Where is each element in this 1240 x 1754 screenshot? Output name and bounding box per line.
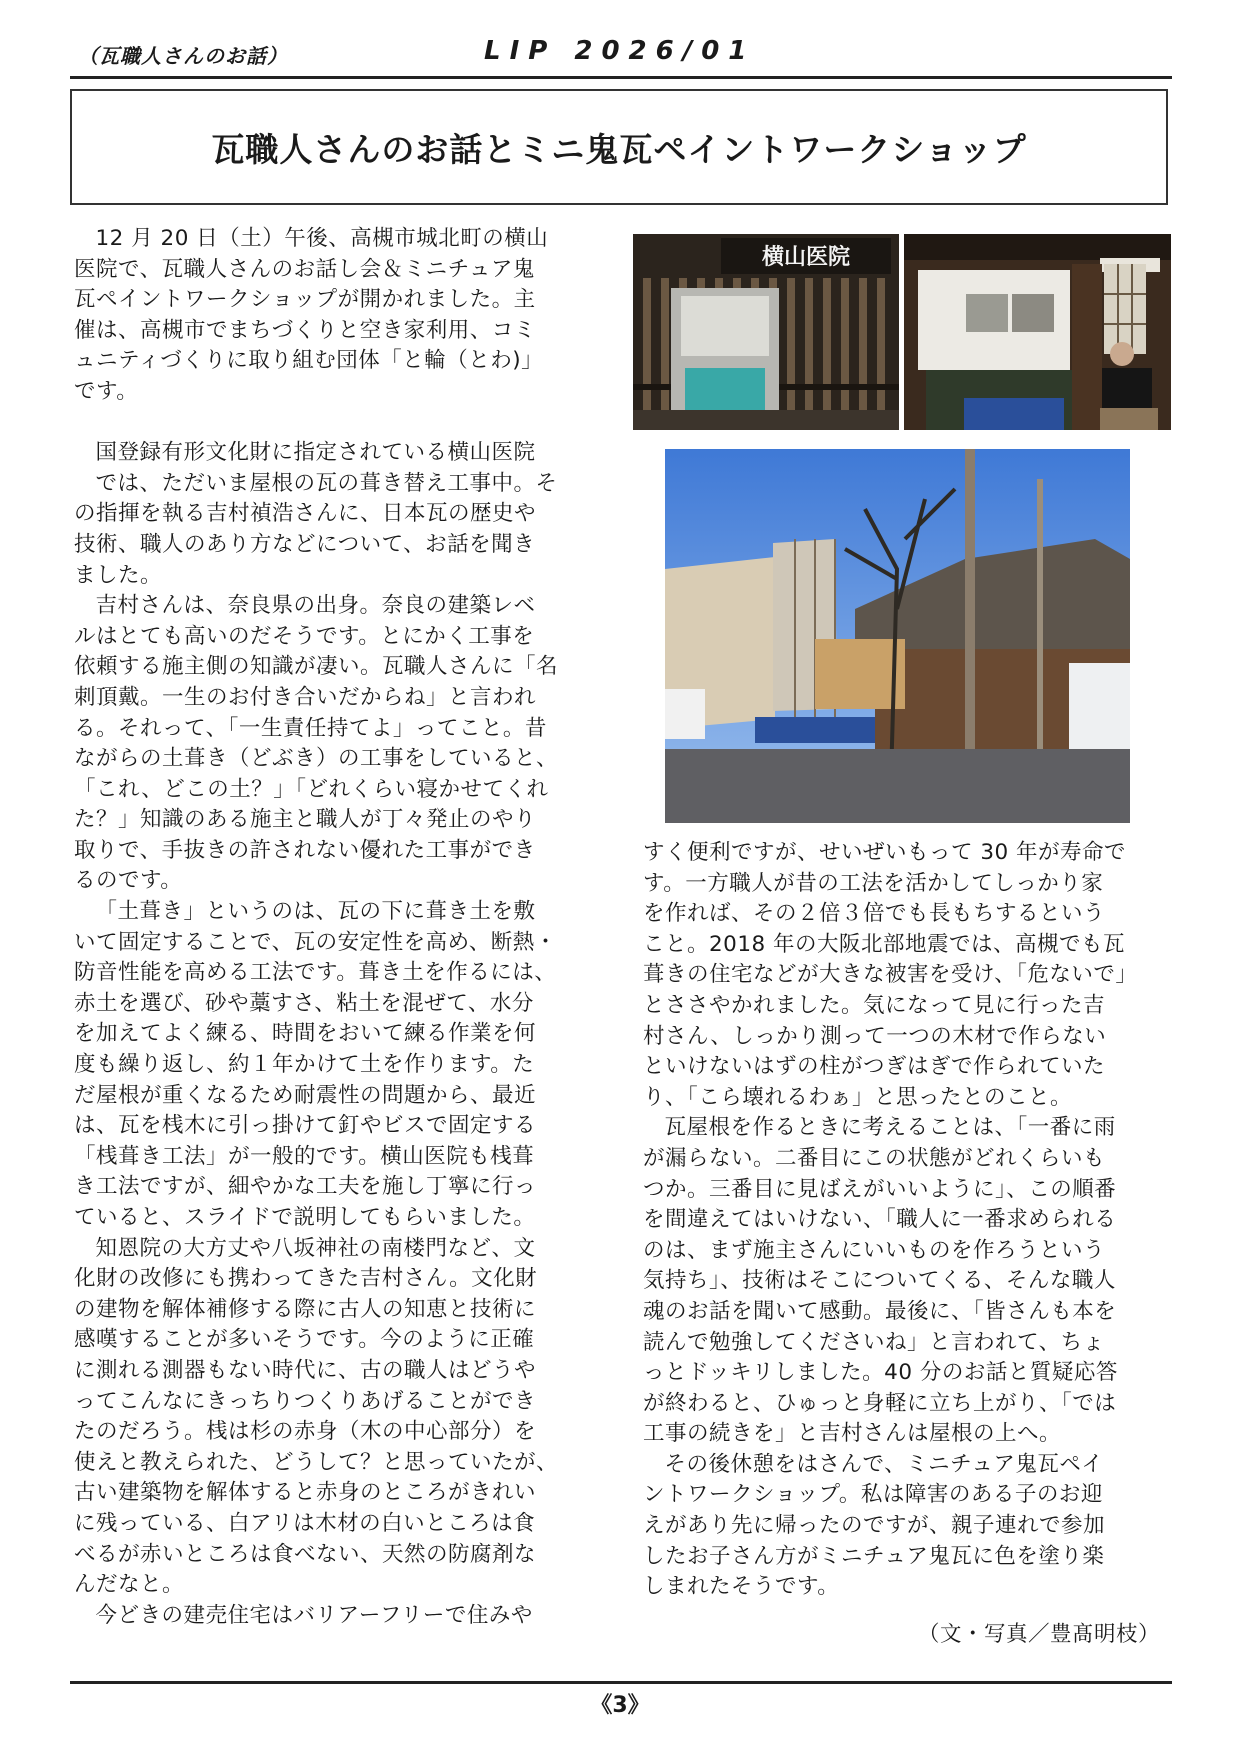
- text-line: つか。三番目に見ばえがいいように」、この順番: [643, 1176, 1117, 1202]
- text-line: ってこんなにきっちりつくりあげることができ: [74, 1388, 537, 1414]
- section-label: （瓦職人さんのお話）: [78, 44, 288, 68]
- text-line: その後休憩をはさんで、ミニチュア鬼瓦ペイ: [664, 1451, 1104, 1477]
- text-line: 催は、高槻市でまちづくりと空き家利用、コミ: [74, 317, 536, 343]
- text-line: ながらの土葺き（どぶき）の工事をしていると、: [74, 746, 559, 772]
- right-column: [643, 838, 1183, 1603]
- text-line: 技術、職人のあり方などについて、お話を聞き: [74, 531, 536, 557]
- text-line: 感嘆することが多いそうです。今のように正確: [74, 1327, 535, 1353]
- text-line: 防音性能を高める工法です。葺き土を作るには、: [74, 960, 557, 986]
- text-line: べるが赤いところは食べない、天然の防腐剤な: [74, 1541, 537, 1567]
- photo-clinic-sign: [633, 234, 899, 430]
- text-line: こと。2018 年の大阪北部地震では、高槻でも瓦: [643, 931, 1126, 957]
- text-line: 気持ち」、技術はそこについてくる、そんな職人: [643, 1268, 1116, 1294]
- text-line: 「これ、どこの土？」「どれくらい寝かせてくれ: [74, 776, 549, 802]
- text-line: 医院で、瓦職人さんのお話し会＆ミニチュア鬼: [74, 256, 535, 282]
- text-line: は、瓦を桟木に引っ掛けて釘やビスで固定する: [74, 1113, 537, 1139]
- text-line: が漏らない。二番目にこの状態がどれくらいも: [643, 1145, 1106, 1171]
- text-line: 「土葺き」というのは、瓦の下に葺き土を敷: [95, 899, 536, 925]
- text-line: しまれたそうです。: [643, 1574, 840, 1600]
- text-line: ュニティづくりに取り組む団体「と輪（とわ)」: [74, 348, 544, 374]
- text-line: 使えと教えられた、どうして？と思っていたが、: [74, 1449, 559, 1475]
- text-line: すく便利ですが、せいぜいもって 30 年が寿命で: [643, 840, 1127, 865]
- clinic-sign-text: 横山医院: [761, 245, 851, 270]
- text-line: 国登録有形文化財に指定されている横山医院: [95, 440, 536, 466]
- text-line: に残っている、白アリは木材の白いところは食: [74, 1510, 536, 1536]
- issue-label: LIP 2026/01: [484, 36, 756, 66]
- text-line: の指揮を執る吉村禎浩さんに、日本瓦の歴史や: [74, 501, 537, 527]
- text-line: す。一方職人が昔の工法を活かしてしっかり家: [643, 870, 1104, 896]
- text-line: を加えてよく練る、時間をおいて練る作業を何: [74, 1021, 537, 1047]
- text-line: 赤土を選び、砂や藁すさ、粘土を混ぜて、水分: [74, 990, 534, 1016]
- text-line: 村さん、しっかり測って一つの木材で作らない: [643, 1023, 1107, 1049]
- text-line: 刺頂戴。一生のお付き合いだからね」と言われ: [74, 684, 537, 710]
- text-line: だ屋根が重くなるため耐震性の問題から、最近: [74, 1082, 537, 1108]
- text-line: 吉村さんは、奈良県の出身。奈良の建築レベ: [95, 593, 536, 619]
- text-line: 古い建築物を解体すると赤身のところがきれい: [74, 1480, 537, 1506]
- text-line: 瓦ペイントワークショップが開かれました。主: [74, 287, 536, 313]
- left-column: [74, 224, 614, 1631]
- text-line: いて固定することで、瓦の安定性を高め、断熱・: [74, 929, 557, 955]
- text-line: んだなと。: [74, 1572, 185, 1598]
- text-line: ました。: [74, 562, 163, 588]
- text-line: 「桟葺き工法」が一般的です。横山医院も桟葺: [74, 1143, 535, 1169]
- text-line: 度も繰り返し、約１年かけて土を作ります。た: [74, 1052, 535, 1078]
- text-line: 魂のお話を聞いて感動。最後に、「皆さんも本を: [643, 1298, 1117, 1324]
- text-line: を作れば、その２倍３倍でも長もちするという: [643, 901, 1106, 927]
- header-rule: [70, 76, 1172, 79]
- text-line: 化財の改修にも携わってきた吉村さん。文化財: [74, 1266, 538, 1292]
- text-line: たのだろう。桟は杉の赤身（木の中心部分）を: [74, 1419, 537, 1445]
- text-line: の建物を解体補修する際に古人の知恵と技術に: [74, 1296, 537, 1322]
- article-credit: （文・写真／豊髙明枝）: [917, 1622, 1160, 1647]
- text-line: が終わると、ひゅっと身軽に立ち上がり、「では: [643, 1390, 1117, 1416]
- paragraph-spacer: [74, 408, 614, 439]
- text-line: 読んで勉強してくださいね」と言われて、ちょ: [643, 1329, 1105, 1355]
- text-line: ントワークショップ。私は障害のある子のお迎: [643, 1482, 1103, 1508]
- text-line: ていると、スライドで説明してもらいました。: [74, 1205, 536, 1230]
- title-box: [70, 89, 1168, 205]
- text-line: 取りで、手抜きの許されない優れた工事ができ: [74, 837, 536, 863]
- text-line: といけないはずの柱がつぎはぎで作られていた: [643, 1054, 1106, 1080]
- photo-renovation-site: [665, 449, 1130, 823]
- text-line: るのです。: [74, 868, 183, 894]
- photo-presentation: [904, 234, 1171, 430]
- text-line: ルはとても高いのだそうです。とにかく工事を: [74, 623, 535, 649]
- text-line: 工事の続きを」と吉村さんは屋根の上へ。: [643, 1421, 1062, 1447]
- text-line: 瓦屋根を作るときに考えることは、「一番に雨: [664, 1115, 1116, 1141]
- text-line: えがあり先に帰ったのですが、親子連れで参加: [643, 1513, 1106, 1539]
- text-line: に測れる測器もない時代に、古の職人はどうや: [74, 1357, 537, 1383]
- text-line: を間違えてはいけない、「職人に一番求められる: [643, 1207, 1117, 1233]
- text-line: したお子さん方がミニチュア鬼瓦に色を塗り楽: [643, 1543, 1105, 1569]
- text-line: っとドッキリしました。40 分のお話と質疑応答: [643, 1360, 1118, 1386]
- text-line: た？」知識のある施主と職人が丁々発止のやり: [74, 807, 537, 833]
- text-line: とささやかれました。気になって見に行った吉: [643, 992, 1106, 1018]
- text-line: では、ただいま屋根の瓦の葺き替え工事中。そ: [95, 470, 558, 496]
- text-line: のは、まず施主さんにいいものを作ろうという: [643, 1237, 1106, 1263]
- text-line: 知恩院の大方丈や八坂神社の南楼門など、文: [95, 1235, 536, 1261]
- text-line: き工法ですが、細やかな工夫を施し丁寧に行っ: [74, 1174, 537, 1200]
- text-line: る。それって、「一生責任持てよ」ってこと。昔: [74, 715, 547, 741]
- article-title: 瓦職人さんのお話とミニ鬼瓦ペイントワークショップ: [211, 129, 1027, 169]
- text-line: 今どきの建売住宅はバリアーフリーで住みや: [95, 1602, 533, 1628]
- text-line: 12 月 20 日（土）午後、高槻市城北町の横山: [95, 226, 549, 251]
- text-line: り、「こら壊れるわぁ」と思ったとのこと。: [643, 1084, 1073, 1110]
- text-line: 葺きの住宅などが大きな被害を受け、「危ないで」: [643, 962, 1138, 988]
- text-line: 依頼する施主側の知識が凄い。瓦職人さんに「名: [74, 654, 559, 680]
- footer-rule: [70, 1681, 1172, 1684]
- page-number: 《3》: [590, 1693, 650, 1718]
- text-line: です。: [74, 378, 139, 404]
